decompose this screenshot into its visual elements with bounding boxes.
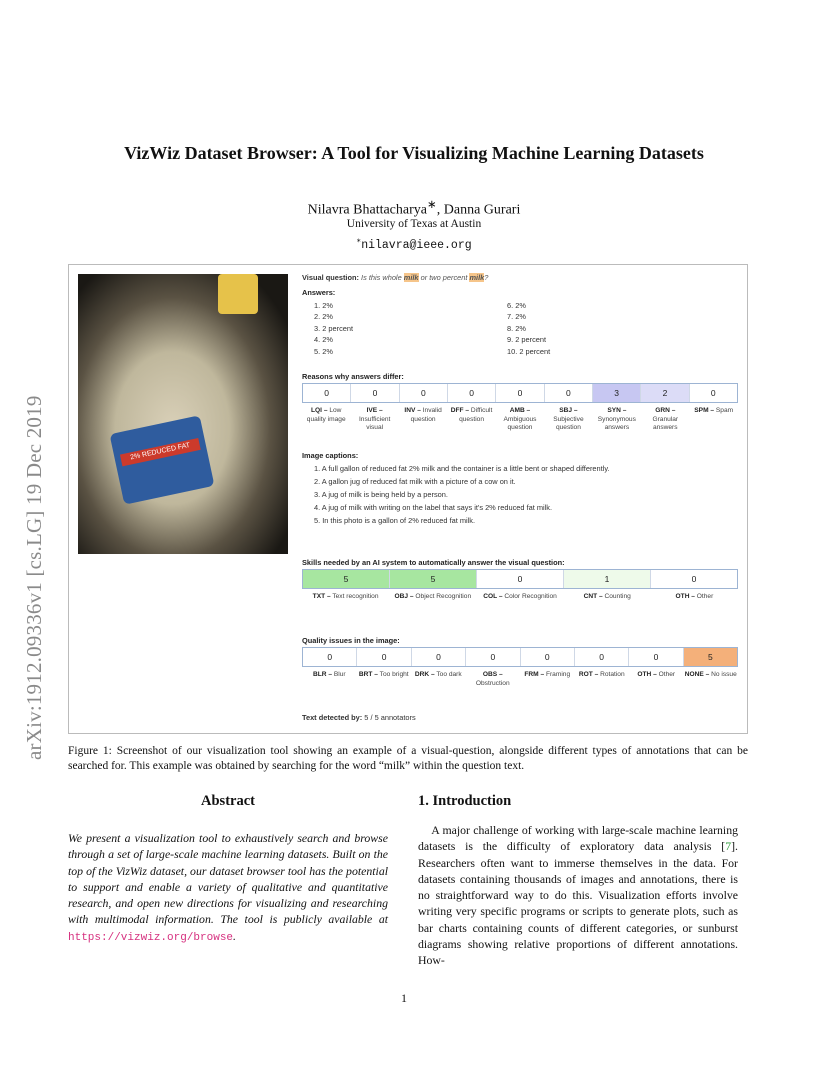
abstract-heading: Abstract [201, 793, 255, 809]
quality-category-code: FRM – [524, 671, 545, 678]
quality-label-row [302, 671, 738, 688]
quality-category-label [411, 671, 466, 688]
author-2: , Danna Gurari [436, 202, 521, 218]
reasons-category-code: SBJ – [559, 407, 578, 414]
quality-category-desc: Other [656, 671, 676, 678]
reasons-category-code: INV – [404, 407, 421, 414]
answer-item: 6. 2% [507, 301, 526, 310]
quality-category-desc: Obstruction [475, 679, 510, 687]
skills-category-label [389, 593, 476, 602]
skills-category-desc: Color Recognition [502, 593, 557, 600]
quality-count-cell: 0 [521, 648, 575, 666]
quality-count-row [302, 647, 738, 667]
reasons-count-cell: 0 [545, 384, 593, 402]
quality-count-cell: 0 [412, 648, 466, 666]
quality-category-label [629, 671, 684, 688]
reasons-category-code: SYN – [607, 407, 627, 414]
question-part: or two percent [418, 273, 470, 282]
answers-label: Answers: [302, 288, 336, 297]
introduction-text [418, 822, 738, 969]
reasons-category-label [544, 407, 592, 433]
reasons-category-desc: Synonymous answers [597, 415, 636, 432]
captions-label: Image captions: [302, 451, 359, 460]
reasons-category-code: GRN – [655, 407, 676, 414]
author-mark: ∗ [426, 198, 437, 211]
reasons-count-cell: 2 [641, 384, 689, 402]
answer-item: 8. 2% [507, 323, 526, 333]
reasons-count-cell: 0 [496, 384, 544, 402]
jug-label-shape [110, 415, 215, 505]
quality-category-label [520, 671, 575, 688]
answers-right-column [495, 300, 675, 357]
paper-title: VizWiz Dataset Browser: A Tool for Visualizing Machine Learning Datasets [124, 143, 704, 163]
reasons-category-label [593, 407, 641, 433]
text-detected [302, 713, 738, 722]
reasons-category-label [690, 407, 738, 433]
caption-item: 5. In this photo is a gallon of 2% reduced fat milk. [314, 516, 476, 525]
quality-category-label [357, 671, 412, 688]
question-highlight: milk [403, 273, 419, 282]
abstract-body: We present a visualization tool to exhaustively search and browse through a set of large-scale machine learning datasets. Built on the top of the VizWiz dataset, our dataset browser tool has the potential to support and enable a variety of qualitative and quantitative research, and open new directions for visualizing and researching with multimodal information. The tool is publicly available at [68, 831, 388, 927]
answer-item: 2. 2% [314, 312, 333, 322]
skills-count-cell: 0 [477, 570, 564, 588]
jug-cap-shape [218, 274, 258, 314]
quality-count-cell: 5 [684, 648, 737, 666]
skills-category-label [651, 593, 738, 602]
quality-category-label [302, 671, 357, 688]
quality-count-cell: 0 [575, 648, 629, 666]
answer-item: 9. 2 percent [507, 335, 547, 345]
skills-section [302, 558, 738, 602]
reasons-category-label [350, 407, 398, 433]
email[interactable] [40, 236, 788, 252]
quality-category-code: ROT – [578, 671, 599, 678]
reasons-label: Reasons why answers differ: [302, 372, 404, 381]
captions-section [302, 451, 738, 527]
quality-category-desc: Blur [332, 671, 346, 678]
quality-category-code: NONE – [684, 671, 710, 678]
citation-link[interactable]: 7 [725, 839, 732, 854]
reasons-count-cell: 3 [593, 384, 641, 402]
page-number: 1 [401, 991, 407, 1005]
introduction-heading: 1. Introduction [418, 793, 512, 809]
answer-item: 7. 2% [507, 312, 526, 322]
skills-category-desc: Object Recognition [413, 593, 472, 600]
reasons-category-code: SPM – [694, 407, 715, 414]
caption-item: 3. A jug of milk is being held by a person. [314, 490, 448, 499]
skills-category-code: COL – [483, 593, 503, 600]
quality-category-code: OBS – [482, 671, 503, 678]
reasons-count-cell: 0 [351, 384, 399, 402]
reasons-category-desc: Granular answers [652, 415, 679, 432]
arxiv-stamp: arXiv:1912.09336v1 [cs.LG] 19 Dec 2019 [22, 395, 46, 760]
text-detected-label: Text detected by: [302, 713, 363, 722]
abstract-end: . [233, 928, 236, 943]
captions-list [302, 462, 738, 527]
answer-item: 10. 2 percent [507, 346, 551, 356]
abstract-text [68, 830, 388, 946]
reasons-category-label [399, 407, 447, 433]
caption-item: 4. A jug of milk with writing on the label that says it's 2% reduced fat milk. [314, 503, 553, 512]
skills-category-code: CNT – [583, 593, 603, 600]
email-mark: ∗ [356, 237, 362, 246]
skills-count-cell: 1 [564, 570, 651, 588]
quality-category-code: BLR – [312, 671, 332, 678]
reasons-category-desc: Difficult question [459, 407, 493, 423]
skills-category-desc: Counting [602, 593, 631, 600]
reasons-category-label [447, 407, 495, 433]
text-detected-value: 5 / 5 annotators [364, 713, 416, 722]
email-address[interactable]: nilavra@ieee.org [361, 238, 472, 252]
intro-body-b: ]. Researchers often want to immerse themselves in the data. For datasets containing thousands of images and annotations, there is no straightforward way to do this. Visualization efforts involve writing very specific programs or scripts to generate plots, such as bar charts containing counts of different categories, or sunburst diagrams showing relative proportions of different annotations. How- [418, 839, 738, 968]
reasons-category-desc: Spam [714, 407, 734, 414]
reasons-category-label [496, 407, 544, 433]
answer-item: 3. 2 percent [314, 323, 354, 333]
reasons-count-cell: 0 [303, 384, 351, 402]
answer-item: 5. 2% [314, 346, 333, 356]
reasons-category-desc: Invalid question [410, 407, 442, 423]
skills-count-cell: 5 [390, 570, 477, 588]
reasons-count-cell: 0 [690, 384, 737, 402]
quality-category-code: DRK – [414, 671, 435, 678]
skills-count-row [302, 569, 738, 589]
reasons-category-code: AMB – [509, 407, 531, 414]
question-highlight: milk [469, 273, 485, 282]
quality-category-code: BRT – [358, 671, 378, 678]
reasons-category-desc: Ambiguous question [503, 415, 537, 432]
question-part: ? [484, 273, 489, 282]
quality-category-label [575, 671, 630, 688]
author-1: Nilavra Bhattacharya [307, 202, 427, 218]
visual-question-label: Visual question: [302, 273, 359, 282]
reasons-category-label [302, 407, 350, 433]
quality-section [302, 636, 738, 688]
quality-count-cell: 0 [466, 648, 520, 666]
caption-item: 1. A full gallon of reduced fat 2% milk and the container is a little bent or shaped differently. [314, 464, 610, 473]
reasons-category-label [641, 407, 689, 433]
question-part: Is this whole [361, 273, 404, 282]
quality-category-label [684, 671, 739, 688]
quality-category-desc: Too dark [434, 671, 462, 678]
skills-category-label [476, 593, 563, 602]
figure-caption: Figure 1: Screenshot of our visualization tool showing an example of a visual-question, alongside different types of annotations that can be searched for. This example was obtained by searching for the word “milk” within the question text. [68, 745, 748, 772]
answers-left-column [302, 300, 482, 357]
quality-category-desc: No issue [709, 671, 737, 678]
skills-category-code: OTH – [675, 593, 695, 600]
reasons-count-row [302, 383, 738, 403]
question-text [361, 273, 488, 282]
skills-category-label [302, 593, 389, 602]
reasons-count-cell: 0 [400, 384, 448, 402]
answer-item: 4. 2% [314, 335, 333, 345]
quality-label: Quality issues in the image: [302, 636, 400, 645]
quality-category-desc: Rotation [598, 671, 625, 678]
reasons-count-cell: 0 [448, 384, 496, 402]
reasons-category-desc: Insufficient visual [358, 415, 391, 432]
reasons-category-code: DFF – [450, 407, 470, 414]
quality-count-cell: 0 [303, 648, 357, 666]
reasons-section [302, 372, 738, 433]
quality-category-desc: Framing [544, 671, 571, 678]
skills-category-code: OBJ – [394, 593, 414, 600]
skills-category-desc: Other [694, 593, 714, 600]
skills-label-row [302, 593, 738, 602]
authors [40, 197, 788, 219]
quality-count-cell: 0 [629, 648, 683, 666]
quality-category-label [466, 671, 521, 688]
visual-question [302, 273, 488, 282]
reasons-category-code: IVE – [366, 407, 383, 414]
reasons-category-desc: Subjective question [553, 415, 584, 432]
browse-url-link[interactable]: https://vizwiz.org/browse [68, 931, 234, 944]
skills-count-cell: 5 [303, 570, 390, 588]
skills-category-label [564, 593, 651, 602]
answer-item: 1. 2% [314, 301, 333, 310]
quality-count-cell: 0 [357, 648, 411, 666]
quality-category-desc: Too bright [377, 671, 409, 678]
skills-label: Skills needed by an AI system to automatically answer the visual question: [302, 558, 565, 567]
milk-jug-photo [78, 274, 288, 554]
reasons-category-code: LQI – [311, 407, 328, 414]
affiliation: University of Texas at Austin [346, 218, 482, 230]
answers-section [302, 288, 742, 356]
reasons-category-desc: Low quality image [306, 407, 346, 423]
reasons-label-row [302, 407, 738, 433]
skills-count-cell: 0 [651, 570, 737, 588]
skills-category-code: TXT – [312, 593, 331, 600]
intro-body-a: A major challenge of working with large-scale machine learning datasets is the difficulty of exploratory data analysis [ [418, 823, 738, 854]
quality-category-code: OTH – [637, 671, 657, 678]
skills-category-desc: Text recognition [330, 593, 379, 600]
caption-item: 2. A gallon jug of reduced fat milk with a picture of a cow on it. [314, 477, 516, 486]
jug-label-band: 2% REDUCED FAT [120, 438, 201, 466]
